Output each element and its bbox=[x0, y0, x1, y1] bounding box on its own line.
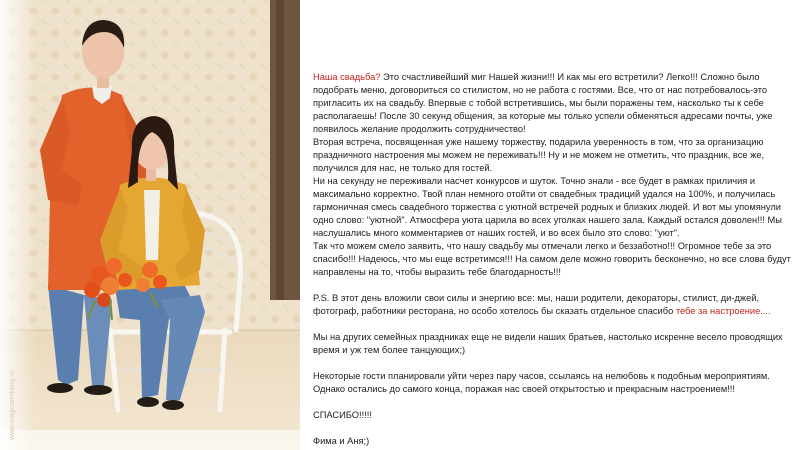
testimonial-heading: Наша свадьба? bbox=[313, 72, 381, 82]
paragraph-second-meeting: Вторая встреча, посвященная уже нашему торжеству, подарила уверенность в том, что за организацию праздничного настроения мы можем не переживать!!! Ну и не можем не отметить, что праздник, все же, получился для нас, не только для гостей. bbox=[313, 137, 765, 173]
photo-watermark: www.magicwedding.ru bbox=[9, 370, 16, 440]
signature: Фима и Аня;) bbox=[313, 436, 370, 446]
paragraph-ps bbox=[313, 292, 791, 318]
paragraph-intro-text: Это счастливейший миг Нашей жизни!!! И как мы его встретили? Легко!!! Сложно было подобрать меню, договориться со стилистом, но не работа с гостями. Все, что от нас потребовалось-это пригласить их на свадьбу. Впервые с тобой встретившись, мы были поражены тем, насколько ты к себе располагаешь! После 30 секунд общения, за которые мы только успели обменяться адресами почты, уже появилось желание продолжить сотрудничество! bbox=[313, 72, 773, 134]
ps-text: P.S. В этот день вложили свои силы и энергию все: мы, наши родители, декораторы, стилист, ди-джей, фотограф, работники ресторана, но особо хотелось бы сказать отдельное спасибо bbox=[313, 293, 760, 316]
ps-highlight: тебе за настроение.... bbox=[675, 306, 771, 316]
couple-photo bbox=[0, 0, 300, 450]
thanks-line: СПАСИБО!!!!! bbox=[313, 410, 372, 420]
paragraph-thanks: Так что можем смело заявить, что нашу свадьбу мы отмечали легко и беззаботно!!! Огромное тебе за это спасибо!!! Надеюсь, что мы еще встретимся!!! На самом деле можно говорить бесконечно, но все слова будут направлены на то, чтобы выразить тебе благодарность!!! bbox=[313, 241, 791, 277]
paragraph-brothers: Мы на других семейных праздниках еще не видели наших братьев, настолько искренне весело проводящих время и уж тем более танцующих;) bbox=[313, 332, 783, 355]
paragraph-intro bbox=[313, 71, 791, 136]
testimonial-text bbox=[313, 71, 791, 448]
paragraph-contests: Ни на секунду не переживали насчет конкурсов и шуток. Точно знали - все будет в рамках приличия и максимально корректно. Твой план немного отойти от свадебных традиций удался на 100%, и получилась гармоничная смесь свадебного торжества с уютной встречей родных и близких людей. И вот мы упомянули одно слово: "уютной". Атмосфера уюта царила во всех уголках нашего зала. Каждый остался доволен!!! Мы наслушались много комментариев от наших гостей, и во всех было это слово: "уют". bbox=[313, 176, 782, 238]
paragraph-guests: Некоторые гости планировали уйти через пару часов, ссылаясь на нелюбовь к подобным мероприятиям. Однако остались до самого конца, поражая нас своей открытостью и прекрасным настроением!!! bbox=[313, 371, 770, 394]
